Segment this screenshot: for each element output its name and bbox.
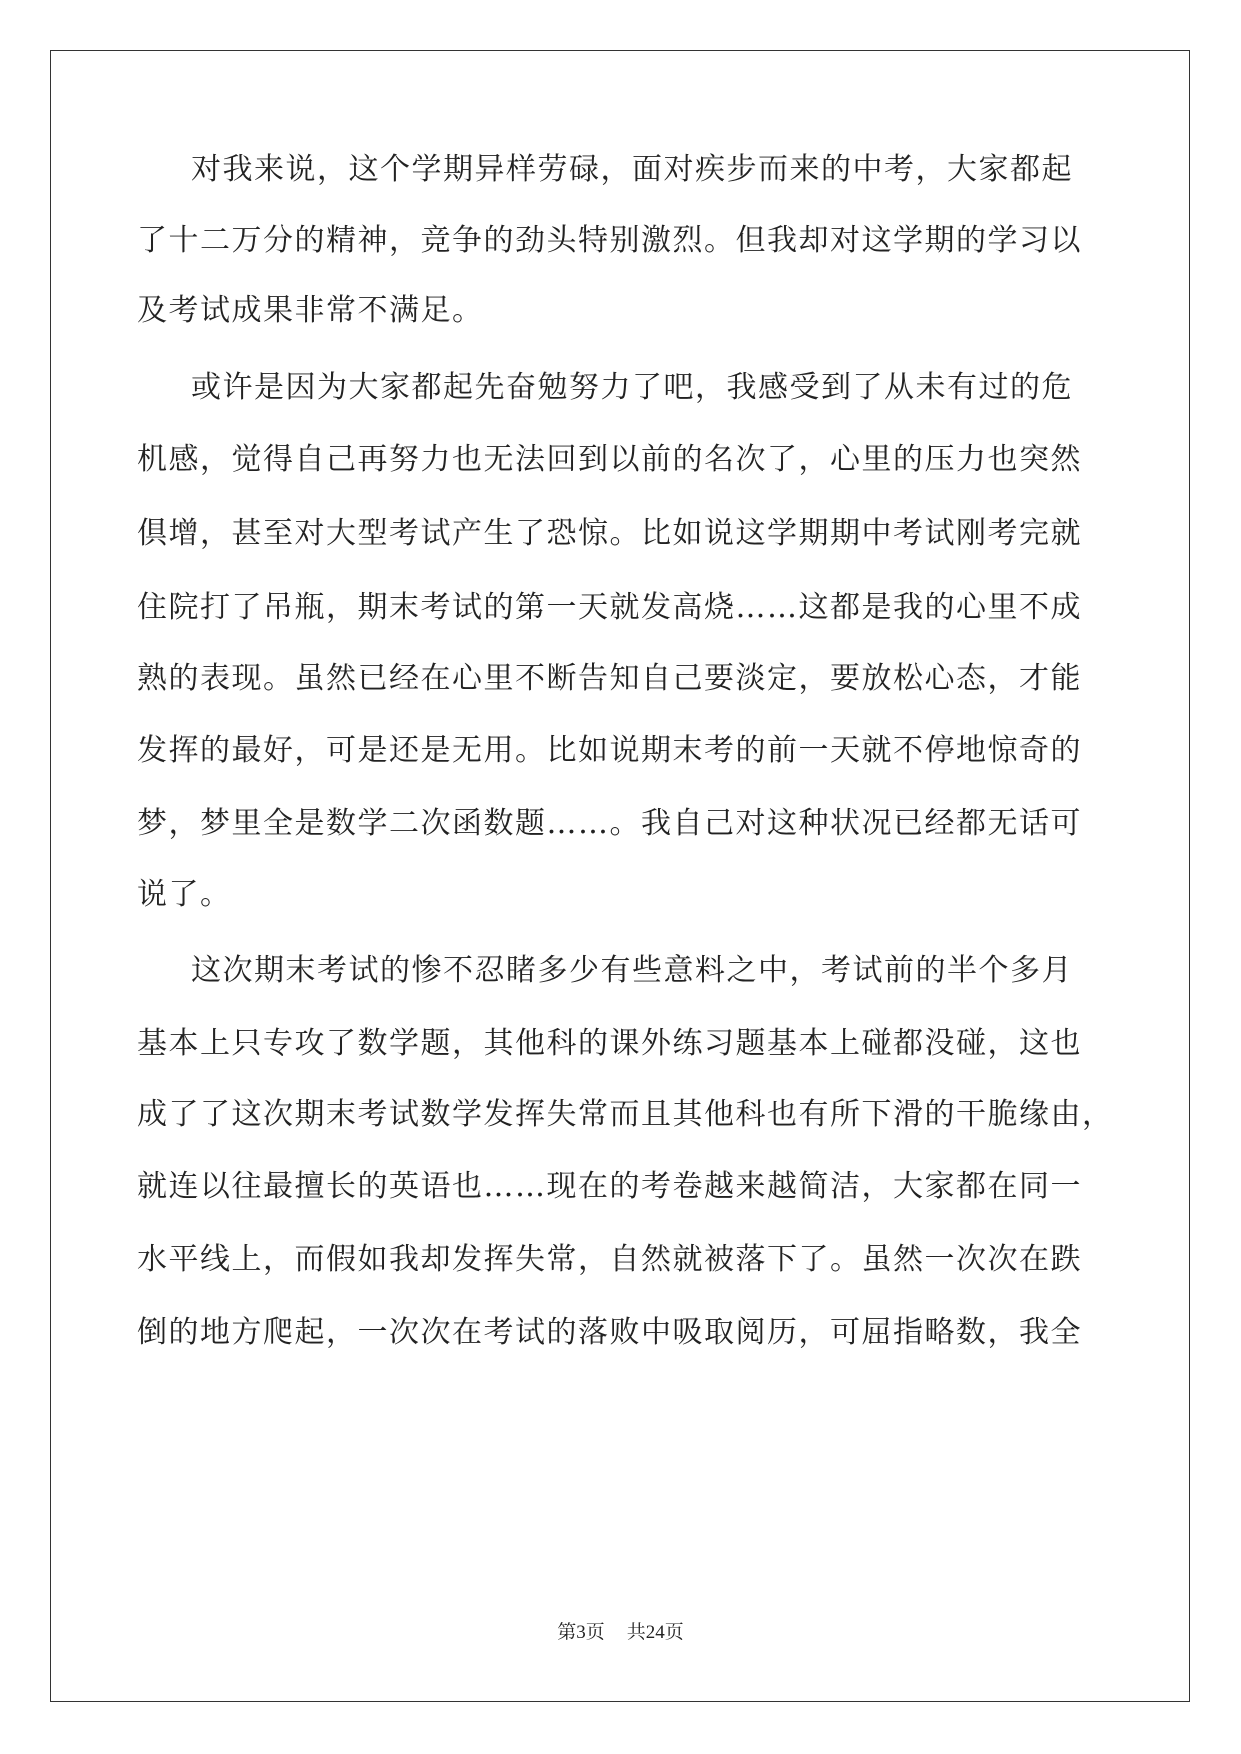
text-line: 对我来说，这个学期异样劳碌，面对疾步而来的中考，大家都起 (191, 152, 1073, 187)
text-line: 倶增，甚至对大型考试产生了恐惊。比如说这学期期中考试刚考完就 (137, 516, 1082, 551)
text-line: 基本上只专攻了数学题，其他科的课外练习题基本上碰都没碰，这也 (137, 1026, 1082, 1061)
text-line: 及考试成果非常不满足。 (137, 293, 484, 328)
text-line: 了十二万分的精神，竞争的劲头特别激烈。但我却对这学期的学习以 (137, 223, 1082, 258)
text-line: 就连以往最擅长的英语也……现在的考卷越来越简洁，大家都在同一 (137, 1169, 1082, 1204)
text-line: 成了了这次期末考试数学发挥失常而且其他科也有所下滑的干脆缘由， (137, 1097, 1114, 1132)
text-line: 住院打了吊瓶，期末考试的第一天就发高烧……这都是我的心里不成 (137, 590, 1082, 625)
page-footer (0, 1617, 1241, 1644)
text-line: 说了。 (137, 877, 232, 912)
text-line: 水平线上，而假如我却发挥失常，自然就被落下了。虽然一次次在跌 (137, 1242, 1082, 1277)
text-line: 发挥的最好，可是还是无用。比如说期末考的前一天就不停地惊奇的 (137, 733, 1082, 768)
text-line: 倒的地方爬起，一次次在考试的落败中吸取阅历，可屈指略数，我全 (137, 1315, 1082, 1350)
page-total: 共24页 (626, 1622, 684, 1643)
text-line: 或许是因为大家都起先奋勉努力了吧，我感受到了从未有过的危 (191, 370, 1073, 405)
text-line: 梦，梦里全是数学二次函数题……。我自己对这种状况已经都无话可 (137, 806, 1082, 841)
text-line: 这次期末考试的惨不忍睹多少有些意料之中，考试前的半个多月 (191, 953, 1073, 988)
page-number: 第3页 (557, 1622, 605, 1643)
text-line: 熟的表现。虽然已经在心里不断告知自己要淡定，要放松心态，才能 (137, 661, 1082, 696)
text-line: 机感，觉得自己再努力也无法回到以前的名次了，心里的压力也突然 (137, 442, 1082, 477)
